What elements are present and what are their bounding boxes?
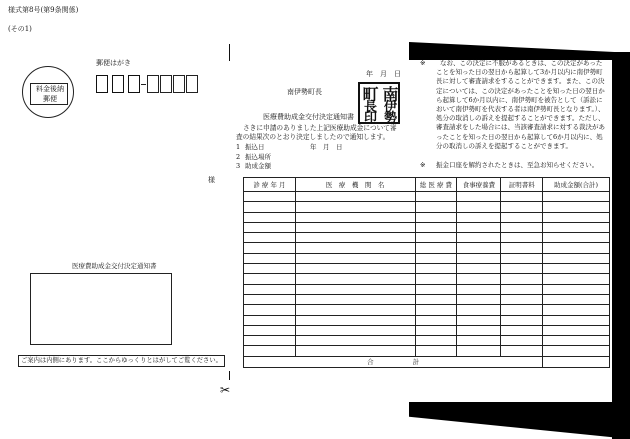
table-cell bbox=[415, 315, 457, 325]
table-cell bbox=[415, 305, 457, 315]
table-cell bbox=[244, 336, 296, 346]
seal-char-2: 伊 bbox=[383, 100, 397, 115]
appeal-text bbox=[436, 59, 605, 151]
table-cell bbox=[244, 264, 296, 274]
table-cell bbox=[501, 274, 543, 284]
fold-mark-bottom bbox=[229, 371, 230, 380]
table-total-row bbox=[244, 356, 610, 367]
account-note-mark: ※ bbox=[420, 161, 426, 169]
total-label: 合 計 bbox=[244, 356, 543, 367]
table-cell bbox=[415, 264, 457, 274]
col-subsidy-total: 助成金額(合計) bbox=[543, 178, 610, 192]
table-row bbox=[244, 243, 610, 253]
table-cell bbox=[457, 243, 501, 253]
table-cell bbox=[457, 305, 501, 315]
table-cell bbox=[457, 336, 501, 346]
address-window bbox=[30, 273, 172, 345]
table-cell bbox=[543, 243, 610, 253]
notice-title: 医療費助成金交付決定通知書 bbox=[263, 113, 354, 121]
table-cell bbox=[543, 264, 610, 274]
table-cell bbox=[543, 294, 610, 304]
form-part: (その1) bbox=[8, 25, 32, 33]
item-2-no: 2 bbox=[236, 153, 241, 161]
fold-mark-top bbox=[229, 44, 230, 61]
postage-stamp-inner bbox=[30, 83, 68, 105]
zip-separator bbox=[141, 84, 146, 85]
table-cell bbox=[543, 233, 610, 243]
table-cell bbox=[415, 243, 457, 253]
table-row bbox=[244, 315, 610, 325]
table-cell bbox=[457, 284, 501, 294]
item-3-label: 助成金額 bbox=[245, 162, 271, 170]
form-number: 様式第8号(第9条関係) bbox=[8, 6, 79, 14]
zip-box-5 bbox=[160, 75, 172, 93]
table-cell bbox=[543, 346, 610, 356]
zip-box-4 bbox=[147, 75, 159, 93]
appeal-line: ら起算して6か月以内に、南伊勢町を被告として（訴訟に bbox=[436, 95, 603, 104]
table-row bbox=[244, 233, 610, 243]
table-cell bbox=[501, 212, 543, 222]
table-cell bbox=[415, 192, 457, 202]
flap-edge-bottom bbox=[409, 402, 630, 439]
table-cell bbox=[415, 284, 457, 294]
table-cell bbox=[295, 315, 415, 325]
appeal-line: ったことを知った日の翌日から起算して6か月以内に、処 bbox=[436, 132, 603, 141]
total-value bbox=[543, 356, 610, 367]
table-cell bbox=[244, 346, 296, 356]
table-row bbox=[244, 294, 610, 304]
table-cell bbox=[501, 294, 543, 304]
col-institution: 医 療 機 関 名 bbox=[295, 178, 415, 192]
table-cell bbox=[415, 253, 457, 263]
table-cell bbox=[295, 222, 415, 232]
table-cell bbox=[543, 336, 610, 346]
table-cell bbox=[415, 346, 457, 356]
postcard-notice-title: 医療費助成金交付決定通知書 bbox=[72, 262, 157, 270]
table-cell bbox=[415, 325, 457, 335]
table-cell bbox=[501, 315, 543, 325]
postage-line2: 郵便 bbox=[43, 95, 57, 103]
table-cell bbox=[244, 212, 296, 222]
table-cell bbox=[501, 192, 543, 202]
table-cell bbox=[244, 284, 296, 294]
seal-char-4: 町 bbox=[362, 85, 379, 104]
table-cell bbox=[501, 325, 543, 335]
table-cell bbox=[295, 202, 415, 212]
table-cell bbox=[244, 233, 296, 243]
table-cell bbox=[244, 202, 296, 212]
postage-stamp bbox=[22, 66, 74, 118]
table-cell bbox=[501, 305, 543, 315]
table-cell bbox=[295, 192, 415, 202]
appeal-mark: ※ bbox=[420, 59, 426, 67]
item-2-label: 振込場所 bbox=[245, 153, 271, 161]
table-cell bbox=[457, 294, 501, 304]
table-cell bbox=[543, 274, 610, 284]
appeal-line: 審査請求をした場合には、当該審査請求に対する裁決があ bbox=[436, 123, 605, 132]
table-cell bbox=[543, 325, 610, 335]
table-row bbox=[244, 274, 610, 284]
table-cell bbox=[415, 222, 457, 232]
scissors-icon: ✂ bbox=[220, 383, 231, 397]
appeal-line: 分の取消しの訴えを提起することができます。 bbox=[436, 141, 572, 150]
table-cell bbox=[295, 212, 415, 222]
table-cell bbox=[415, 202, 457, 212]
table-cell bbox=[295, 233, 415, 243]
table-row bbox=[244, 284, 610, 294]
table-cell bbox=[415, 294, 457, 304]
table-cell bbox=[415, 212, 457, 222]
table-cell bbox=[295, 253, 415, 263]
recipient-suffix: 様 bbox=[208, 176, 215, 184]
appeal-line: 定については、この決定があったことを知った日の翌日か bbox=[436, 86, 605, 95]
peel-instruction: ご案内は内側にあります。ここからゆっくりとはがしてご覧ください。 bbox=[18, 355, 225, 367]
appeal-line: 長に対して審査請求をすることができます。また、この決 bbox=[436, 77, 605, 86]
table-cell bbox=[501, 336, 543, 346]
table-cell bbox=[295, 294, 415, 304]
table-cell bbox=[295, 284, 415, 294]
table-cell bbox=[457, 264, 501, 274]
appeal-line: ことを知った日の翌日から起算して3か月以内に南伊勢町 bbox=[436, 68, 603, 77]
issuer-name: 南伊勢町長 bbox=[287, 88, 322, 96]
table-cell bbox=[244, 274, 296, 284]
table-cell bbox=[244, 325, 296, 335]
table-cell bbox=[457, 274, 501, 284]
table-cell bbox=[543, 253, 610, 263]
table-cell bbox=[295, 336, 415, 346]
table-cell bbox=[415, 336, 457, 346]
notice-body-line2: 査の結果次のとおり決定しましたので通知します。 bbox=[236, 133, 390, 141]
postage-line1: 料金後納 bbox=[36, 85, 64, 93]
col-meal-cost: 食事療養費 bbox=[457, 178, 501, 192]
zip-box-7 bbox=[186, 75, 198, 93]
table-cell bbox=[415, 233, 457, 243]
table-cell bbox=[244, 294, 296, 304]
seal-char-5: 長 bbox=[363, 100, 377, 115]
table-cell bbox=[543, 222, 610, 232]
table-row bbox=[244, 253, 610, 263]
official-seal bbox=[358, 82, 400, 124]
appeal-line: おいて南伊勢町を代表する者は南伊勢町長となります。）、 bbox=[436, 105, 605, 114]
table-row bbox=[244, 222, 610, 232]
item-3-no: 3 bbox=[236, 162, 241, 170]
item-1-no: 1 bbox=[236, 143, 241, 151]
zip-box-3 bbox=[128, 75, 140, 93]
flap-edge-top bbox=[409, 42, 630, 60]
table-row bbox=[244, 264, 610, 274]
table-cell bbox=[543, 212, 610, 222]
table-row bbox=[244, 192, 610, 202]
table-cell bbox=[543, 202, 610, 212]
table-cell bbox=[543, 192, 610, 202]
notice-body-line1: さきに申請のありました上記医療助成金について審 bbox=[243, 124, 397, 132]
table-header-row bbox=[244, 178, 610, 192]
postcard-label: 郵便はがき bbox=[96, 59, 131, 67]
table-row bbox=[244, 212, 610, 222]
table-cell bbox=[244, 222, 296, 232]
table-cell bbox=[457, 202, 501, 212]
zip-box-6 bbox=[173, 75, 185, 93]
table-cell bbox=[501, 243, 543, 253]
col-certificate-fee: 証明書料 bbox=[501, 178, 543, 192]
table-cell bbox=[543, 284, 610, 294]
table-cell bbox=[501, 346, 543, 356]
table-cell bbox=[457, 192, 501, 202]
table-cell bbox=[457, 233, 501, 243]
table-cell bbox=[457, 222, 501, 232]
seal-char-3: 勢 bbox=[383, 111, 397, 126]
table-cell bbox=[543, 315, 610, 325]
zip-box-2 bbox=[112, 75, 124, 93]
table-row bbox=[244, 305, 610, 315]
table-cell bbox=[244, 305, 296, 315]
subsidy-table bbox=[243, 177, 610, 368]
zip-box-1 bbox=[96, 75, 108, 93]
col-visit-month: 診 療 年 月 bbox=[244, 178, 296, 192]
table-cell bbox=[295, 274, 415, 284]
account-note: 振金口座を解約されたときは、至急お知らせください。 bbox=[436, 161, 599, 169]
item-1-label: 振込日 bbox=[245, 143, 265, 151]
table-cell bbox=[295, 305, 415, 315]
table-cell bbox=[244, 243, 296, 253]
table-body bbox=[244, 192, 610, 357]
table-cell bbox=[457, 346, 501, 356]
table-cell bbox=[244, 315, 296, 325]
table-cell bbox=[244, 192, 296, 202]
table-cell bbox=[457, 325, 501, 335]
table-cell bbox=[543, 305, 610, 315]
table-cell bbox=[457, 212, 501, 222]
table-cell bbox=[295, 264, 415, 274]
table-row bbox=[244, 346, 610, 356]
table-row bbox=[244, 336, 610, 346]
notice-date: 年 月 日 bbox=[366, 70, 401, 78]
appeal-line: 処分の取消しの訴えを提起することができます。ただし、 bbox=[436, 114, 605, 123]
table-cell bbox=[501, 264, 543, 274]
table-cell bbox=[244, 253, 296, 263]
appeal-line: なお、この決定に不服があるときは、この決定があった bbox=[440, 59, 603, 67]
table-cell bbox=[501, 253, 543, 263]
table-cell bbox=[295, 346, 415, 356]
table-cell bbox=[415, 274, 457, 284]
table-cell bbox=[457, 315, 501, 325]
seal-char-6: 印 bbox=[363, 111, 377, 126]
col-total-cost: 総 医 療 費 bbox=[415, 178, 457, 192]
seal-char-1: 南 bbox=[382, 85, 399, 104]
table-cell bbox=[501, 222, 543, 232]
flap-edge-right bbox=[612, 52, 630, 439]
table-cell bbox=[295, 243, 415, 253]
item-1-value: 年 月 日 bbox=[310, 143, 343, 151]
table-cell bbox=[457, 253, 501, 263]
table-row bbox=[244, 325, 610, 335]
table-cell bbox=[295, 325, 415, 335]
table-cell bbox=[501, 202, 543, 212]
table-cell bbox=[501, 284, 543, 294]
table-cell bbox=[501, 233, 543, 243]
table-row bbox=[244, 202, 610, 212]
